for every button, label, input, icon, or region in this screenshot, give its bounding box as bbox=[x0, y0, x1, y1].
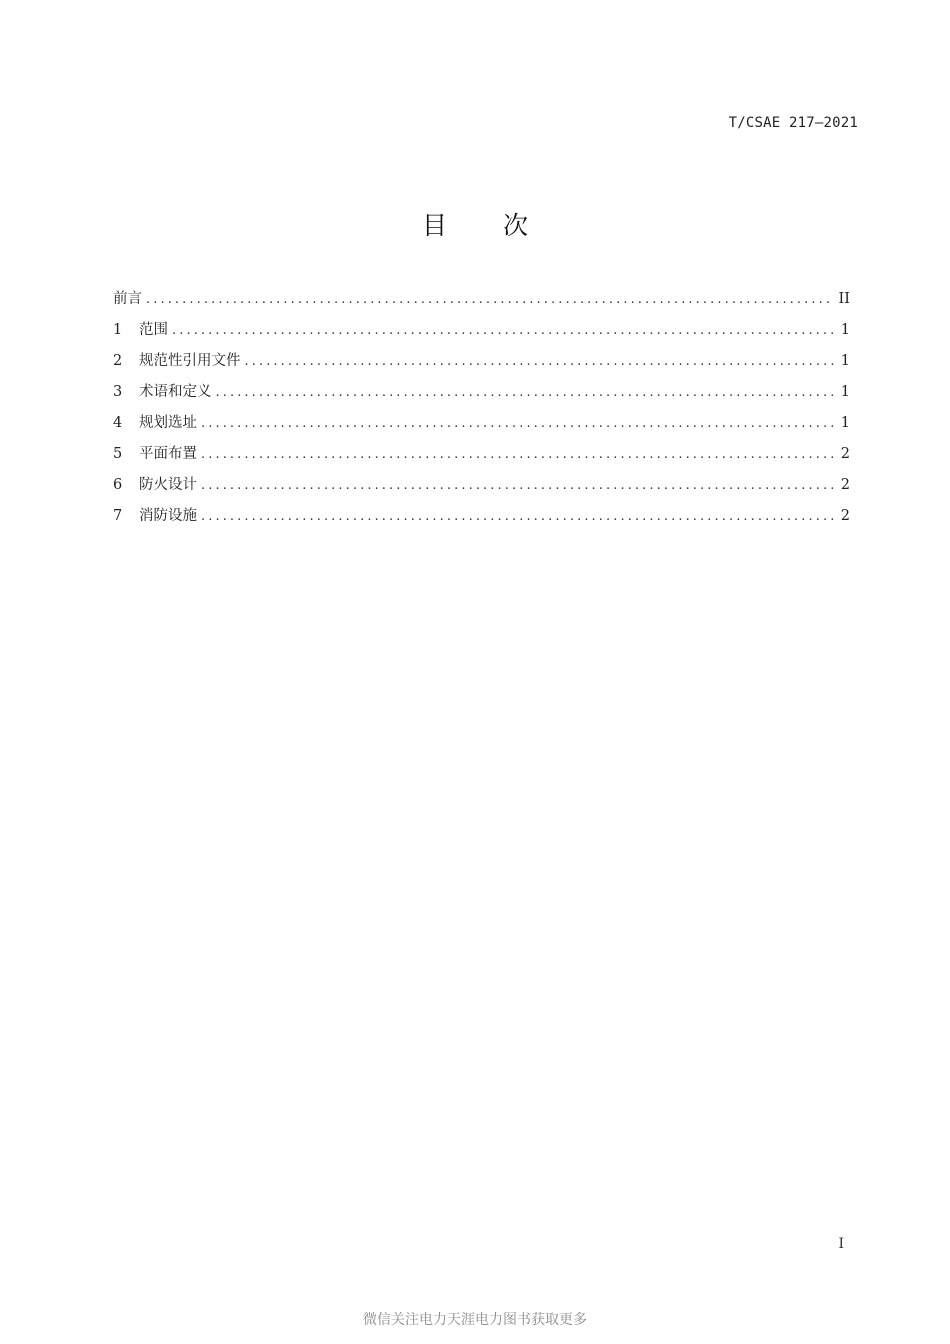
toc-entry-normative-references[interactable] bbox=[113, 349, 850, 380]
toc-entry-label: 规范性引用文件 bbox=[139, 353, 241, 369]
toc-entry-number: 5 bbox=[113, 446, 123, 462]
toc-entry-label: 术语和定义 bbox=[139, 384, 212, 400]
toc-entry-layout[interactable] bbox=[113, 442, 850, 473]
toc-title: 目 次 bbox=[422, 211, 552, 240]
toc-leader-dots bbox=[172, 323, 834, 338]
toc-entry-page: 1 bbox=[840, 353, 850, 369]
toc-entry-page: 1 bbox=[840, 322, 850, 338]
toc-leader-dots bbox=[201, 478, 834, 493]
toc-entry-page: 1 bbox=[840, 384, 850, 400]
toc-entry-label: 范围 bbox=[139, 322, 168, 338]
toc-entry-page: 2 bbox=[840, 446, 850, 462]
toc-entry-label: 防火设计 bbox=[139, 477, 197, 493]
toc-leader-dots bbox=[201, 416, 834, 431]
toc-entry-label: 消防设施 bbox=[139, 508, 197, 524]
standard-code: T/CSAE 217—2021 bbox=[728, 115, 858, 131]
toc-entry-number: 1 bbox=[113, 322, 123, 338]
toc-entry-label: 规划选址 bbox=[139, 415, 197, 431]
footer-watermark: 微信关注电力天涯电力图书获取更多 bbox=[363, 1312, 587, 1328]
toc-leader-dots bbox=[245, 354, 835, 369]
toc-leader-dots bbox=[201, 509, 834, 524]
toc-entry-number: 2 bbox=[113, 353, 123, 369]
toc-entry-page: 2 bbox=[840, 477, 850, 493]
toc-entry-page: 2 bbox=[840, 508, 850, 524]
toc-entry-page: II bbox=[838, 291, 850, 307]
toc-entry-page: 1 bbox=[840, 415, 850, 431]
toc-entry-label: 平面布置 bbox=[139, 446, 197, 462]
toc-leader-dots bbox=[146, 292, 833, 307]
toc-entry-terms-definitions[interactable] bbox=[113, 380, 850, 411]
toc-entry-number: 6 bbox=[113, 477, 123, 493]
table-of-contents bbox=[113, 287, 850, 535]
toc-entry-scope[interactable] bbox=[113, 318, 850, 349]
toc-entry-number: 4 bbox=[113, 415, 123, 431]
page-number: I bbox=[838, 1236, 844, 1252]
toc-entry-number: 7 bbox=[113, 508, 123, 524]
toc-entry-label: 前言 bbox=[113, 291, 142, 307]
toc-entry-number: 3 bbox=[113, 384, 123, 400]
toc-entry-fire-design[interactable] bbox=[113, 473, 850, 504]
toc-entry-fire-facilities[interactable] bbox=[113, 504, 850, 535]
toc-leader-dots bbox=[201, 447, 834, 462]
toc-entry-site-planning[interactable] bbox=[113, 411, 850, 442]
toc-leader-dots bbox=[216, 385, 835, 400]
toc-entry-foreword[interactable] bbox=[113, 287, 850, 318]
